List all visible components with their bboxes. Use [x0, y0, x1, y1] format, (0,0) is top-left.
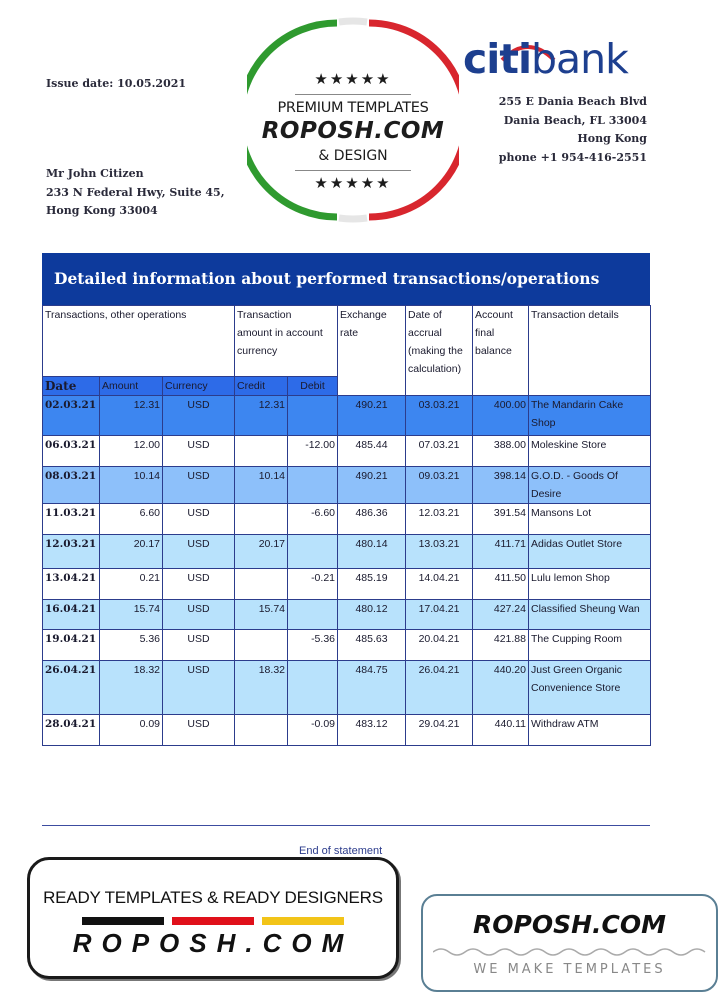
stars-icon: ★★★★★ [314, 70, 392, 88]
cell-balance: 391.54 [473, 504, 529, 535]
cell-exchange-rate: 485.63 [338, 630, 406, 661]
customer-name: Mr John Citizen [46, 167, 144, 180]
cell-amount: 15.74 [100, 600, 163, 630]
header-currency: Currency [163, 377, 235, 396]
table-row [43, 569, 651, 600]
cell-accrual-date: 14.04.21 [406, 569, 473, 600]
cell-balance: 400.00 [473, 396, 529, 436]
wave-divider-icon [433, 946, 708, 958]
cell-amount: 18.32 [100, 661, 163, 715]
cell-exchange-rate: 485.19 [338, 569, 406, 600]
cell-balance: 388.00 [473, 436, 529, 467]
customer-address-line2: Hong Kong 33004 [46, 204, 158, 217]
table-row [43, 436, 651, 467]
cell-balance: 411.71 [473, 535, 529, 569]
header-final-balance: Account final balance [473, 306, 529, 396]
cell-balance: 440.11 [473, 715, 529, 746]
cell-currency: USD [163, 630, 235, 661]
cell-amount: 0.21 [100, 569, 163, 600]
cell-date: 06.03.21 [43, 436, 100, 467]
cell-balance: 427.24 [473, 600, 529, 630]
color-bars-icon [82, 917, 344, 925]
cell-accrual-date: 13.03.21 [406, 535, 473, 569]
cell-accrual-date: 20.04.21 [406, 630, 473, 661]
cell-details: The Cupping Room [529, 630, 651, 661]
cell-currency: USD [163, 715, 235, 746]
stamp-line2: ROPOSH.COM [261, 118, 445, 144]
cell-debit: -0.09 [288, 715, 338, 746]
customer-address [46, 165, 225, 221]
cell-credit [235, 569, 288, 600]
cell-accrual-date: 09.03.21 [406, 467, 473, 504]
cell-amount: 20.17 [100, 535, 163, 569]
cell-date: 19.04.21 [43, 630, 100, 661]
badge2-line2: WE MAKE TEMPLATES [473, 962, 666, 977]
header-date: Date [43, 377, 100, 396]
header-amount: Amount [100, 377, 163, 396]
red-bar [172, 917, 254, 925]
cell-details: Just Green Organic Convenience Store [529, 661, 651, 715]
header-exchange-rate: Exchange rate [338, 306, 406, 396]
cell-exchange-rate: 480.12 [338, 600, 406, 630]
cell-amount: 6.60 [100, 504, 163, 535]
cell-amount: 10.14 [100, 467, 163, 504]
bank-address [499, 93, 647, 167]
cell-exchange-rate: 480.14 [338, 535, 406, 569]
cell-date: 28.04.21 [43, 715, 100, 746]
cell-accrual-date: 17.04.21 [406, 600, 473, 630]
badge2-line1: ROPOSH.COM [473, 910, 666, 939]
yellow-bar [262, 917, 344, 925]
cell-currency: USD [163, 661, 235, 715]
cell-credit: 15.74 [235, 600, 288, 630]
cell-currency: USD [163, 535, 235, 569]
cell-details: Withdraw ATM [529, 715, 651, 746]
cell-credit: 10.14 [235, 467, 288, 504]
badge1-line1: READY TEMPLATES & READY DESIGNERS [43, 888, 383, 907]
bank-logo [463, 35, 628, 83]
cell-debit [288, 396, 338, 436]
cell-currency: USD [163, 467, 235, 504]
cell-amount: 0.09 [100, 715, 163, 746]
cell-date: 11.03.21 [43, 504, 100, 535]
cell-details: Classified Sheung Wan [529, 600, 651, 630]
cell-credit [235, 715, 288, 746]
transactions-table [42, 305, 651, 746]
cell-debit: -12.00 [288, 436, 338, 467]
cell-details: The Mandarin Cake Shop [529, 396, 651, 436]
badge1-line2: ROPOSH.COM [72, 928, 354, 958]
ready-templates-badge [27, 857, 399, 979]
cell-exchange-rate: 490.21 [338, 467, 406, 504]
cell-accrual-date: 03.03.21 [406, 396, 473, 436]
table-row [43, 661, 651, 715]
cell-date: 13.04.21 [43, 569, 100, 600]
cell-exchange-rate: 484.75 [338, 661, 406, 715]
stamp-line1: PREMIUM TEMPLATES [277, 100, 429, 116]
cell-details: Lulu lemon Shop [529, 569, 651, 600]
table-row [43, 715, 651, 746]
stamp-divider [295, 94, 411, 95]
black-bar [82, 917, 164, 925]
cell-accrual-date: 29.04.21 [406, 715, 473, 746]
bank-address-line1: 255 E Dania Beach Blvd [498, 95, 647, 108]
cell-credit: 18.32 [235, 661, 288, 715]
cell-date: 08.03.21 [43, 467, 100, 504]
cell-credit [235, 436, 288, 467]
cell-debit [288, 535, 338, 569]
stamp-divider [295, 170, 411, 171]
cell-amount: 12.00 [100, 436, 163, 467]
cell-date: 12.03.21 [43, 535, 100, 569]
cell-debit: -5.36 [288, 630, 338, 661]
cell-exchange-rate: 483.12 [338, 715, 406, 746]
issue-date: Issue date: 10.05.2021 [46, 77, 187, 90]
cell-currency: USD [163, 504, 235, 535]
cell-balance: 421.88 [473, 630, 529, 661]
cell-exchange-rate: 486.36 [338, 504, 406, 535]
cell-exchange-rate: 485.44 [338, 436, 406, 467]
table-row [43, 467, 651, 504]
cell-debit: -0.21 [288, 569, 338, 600]
cell-details: G.O.D. - Goods Of Desire [529, 467, 651, 504]
table-row [43, 600, 651, 630]
cell-balance: 411.50 [473, 569, 529, 600]
cell-exchange-rate: 490.21 [338, 396, 406, 436]
logo-citi: citi [463, 35, 532, 83]
cell-debit: -6.60 [288, 504, 338, 535]
header-credit: Credit [235, 377, 288, 396]
transactions-body [43, 396, 651, 746]
cell-accrual-date: 26.04.21 [406, 661, 473, 715]
cell-date: 02.03.21 [43, 396, 100, 436]
cell-credit: 12.31 [235, 396, 288, 436]
header-amount-group: Transaction amount in account currency [235, 306, 338, 377]
cell-credit: 20.17 [235, 535, 288, 569]
cell-accrual-date: 07.03.21 [406, 436, 473, 467]
stamp-line3: & DESIGN [318, 148, 388, 164]
cell-amount: 12.31 [100, 396, 163, 436]
table-title: Detailed information about performed transactions/operations [42, 253, 650, 305]
we-make-templates-badge [421, 894, 718, 992]
table-row [43, 504, 651, 535]
header-date-of-accrual: Date of accrual (making the calculation) [406, 306, 473, 396]
cell-currency: USD [163, 436, 235, 467]
logo-bank: bank [531, 35, 628, 83]
table-row [43, 396, 651, 436]
cell-debit [288, 467, 338, 504]
cell-balance: 440.20 [473, 661, 529, 715]
cell-debit [288, 600, 338, 630]
cell-credit [235, 504, 288, 535]
table-row [43, 535, 651, 569]
header-transaction-details: Transaction details [529, 306, 651, 396]
end-of-statement: End of statement [299, 845, 383, 857]
cell-details: Moleskine Store [529, 436, 651, 467]
table-row [43, 630, 651, 661]
cell-credit [235, 630, 288, 661]
bank-address-line3: Hong Kong [577, 132, 647, 145]
cell-date: 16.04.21 [43, 600, 100, 630]
cell-details: Adidas Outlet Store [529, 535, 651, 569]
cell-date: 26.04.21 [43, 661, 100, 715]
bank-address-line2: Dania Beach, FL 33004 [503, 113, 647, 127]
separator-line [42, 825, 650, 826]
cell-amount: 5.36 [100, 630, 163, 661]
watermark-stamp [247, 14, 459, 226]
cell-currency: USD [163, 396, 235, 436]
cell-currency: USD [163, 600, 235, 630]
header-debit: Debit [288, 377, 338, 396]
cell-debit [288, 661, 338, 715]
cell-details: Mansons Lot [529, 504, 651, 535]
cell-accrual-date: 12.03.21 [406, 504, 473, 535]
customer-address-line1: 233 N Federal Hwy, Suite 45, [46, 185, 225, 199]
cell-balance: 398.14 [473, 467, 529, 504]
bank-phone: phone +1 954-416-2551 [498, 150, 647, 164]
cell-currency: USD [163, 569, 235, 600]
stars-icon: ★★★★★ [314, 174, 392, 192]
header-transactions-group: Transactions, other operations [43, 306, 235, 377]
